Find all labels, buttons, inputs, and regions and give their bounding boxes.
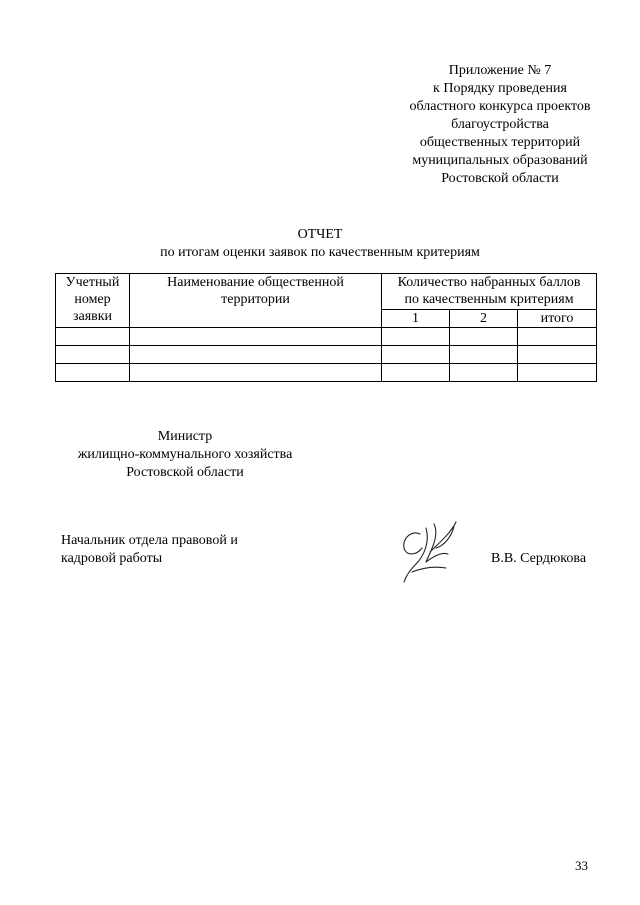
table-cell [450, 364, 518, 382]
header-text: Количество набранных баллов [397, 275, 581, 290]
table-cell [56, 328, 130, 346]
table-row [56, 346, 597, 364]
header-text: Наименование общественной [167, 275, 344, 290]
appendix-line: Приложение № 7 [448, 63, 552, 78]
header-cell-score [382, 274, 597, 310]
table-cell [518, 346, 597, 364]
table-cell [130, 346, 382, 364]
table-header-row [56, 274, 597, 310]
table-row [56, 328, 597, 346]
header-text: номер [74, 292, 111, 307]
table-cell [382, 346, 450, 364]
minister-line: жилищно-коммунального хозяйства [77, 447, 293, 462]
signatory-name: В.В. Сердюкова [491, 551, 587, 566]
minister-line: Министр [157, 429, 213, 444]
table-cell [518, 364, 597, 382]
appendix-line: Ростовской области [441, 171, 559, 186]
position-line: Начальник отдела правовой и [61, 533, 238, 548]
report-subtitle: по итогам оценки заявок по качественным критериям [160, 245, 480, 260]
report-title-block [0, 226, 640, 262]
table-cell [130, 328, 382, 346]
appendix-line: к Порядку проведения [433, 81, 567, 96]
position-line: кадровой работы [61, 551, 163, 566]
table-cell [450, 346, 518, 364]
table-cell [450, 328, 518, 346]
report-table [55, 273, 597, 382]
appendix-line: общественных территорий [419, 135, 581, 150]
subheader-cell-2: 2 [450, 310, 518, 328]
table-row [56, 364, 597, 382]
report-title: ОТЧЕТ [297, 227, 343, 242]
appendix-line: областного конкурса проектов [409, 99, 591, 114]
appendix-line: благоустройства [451, 117, 549, 132]
table-cell [518, 328, 597, 346]
header-cell-territory [130, 274, 382, 328]
table-cell [56, 346, 130, 364]
appendix-heading [380, 62, 620, 188]
minister-block [60, 428, 310, 482]
table-cell [382, 364, 450, 382]
header-text: территории [221, 292, 290, 307]
signature-icon [390, 512, 470, 592]
header-text: Учетный [65, 275, 120, 290]
subheader-cell-1: 1 [382, 310, 450, 328]
table-cell [56, 364, 130, 382]
signatory-position [61, 532, 238, 568]
minister-line: Ростовской области [126, 465, 244, 480]
table-cell [382, 328, 450, 346]
subheader-cell-total: итого [518, 310, 597, 328]
header-text: заявки [72, 309, 113, 324]
appendix-line: муниципальных образований [412, 153, 588, 168]
header-text: по качественным критериям [404, 292, 574, 307]
page-number: 33 [575, 858, 588, 873]
table-cell [130, 364, 382, 382]
header-cell-number [56, 274, 130, 328]
